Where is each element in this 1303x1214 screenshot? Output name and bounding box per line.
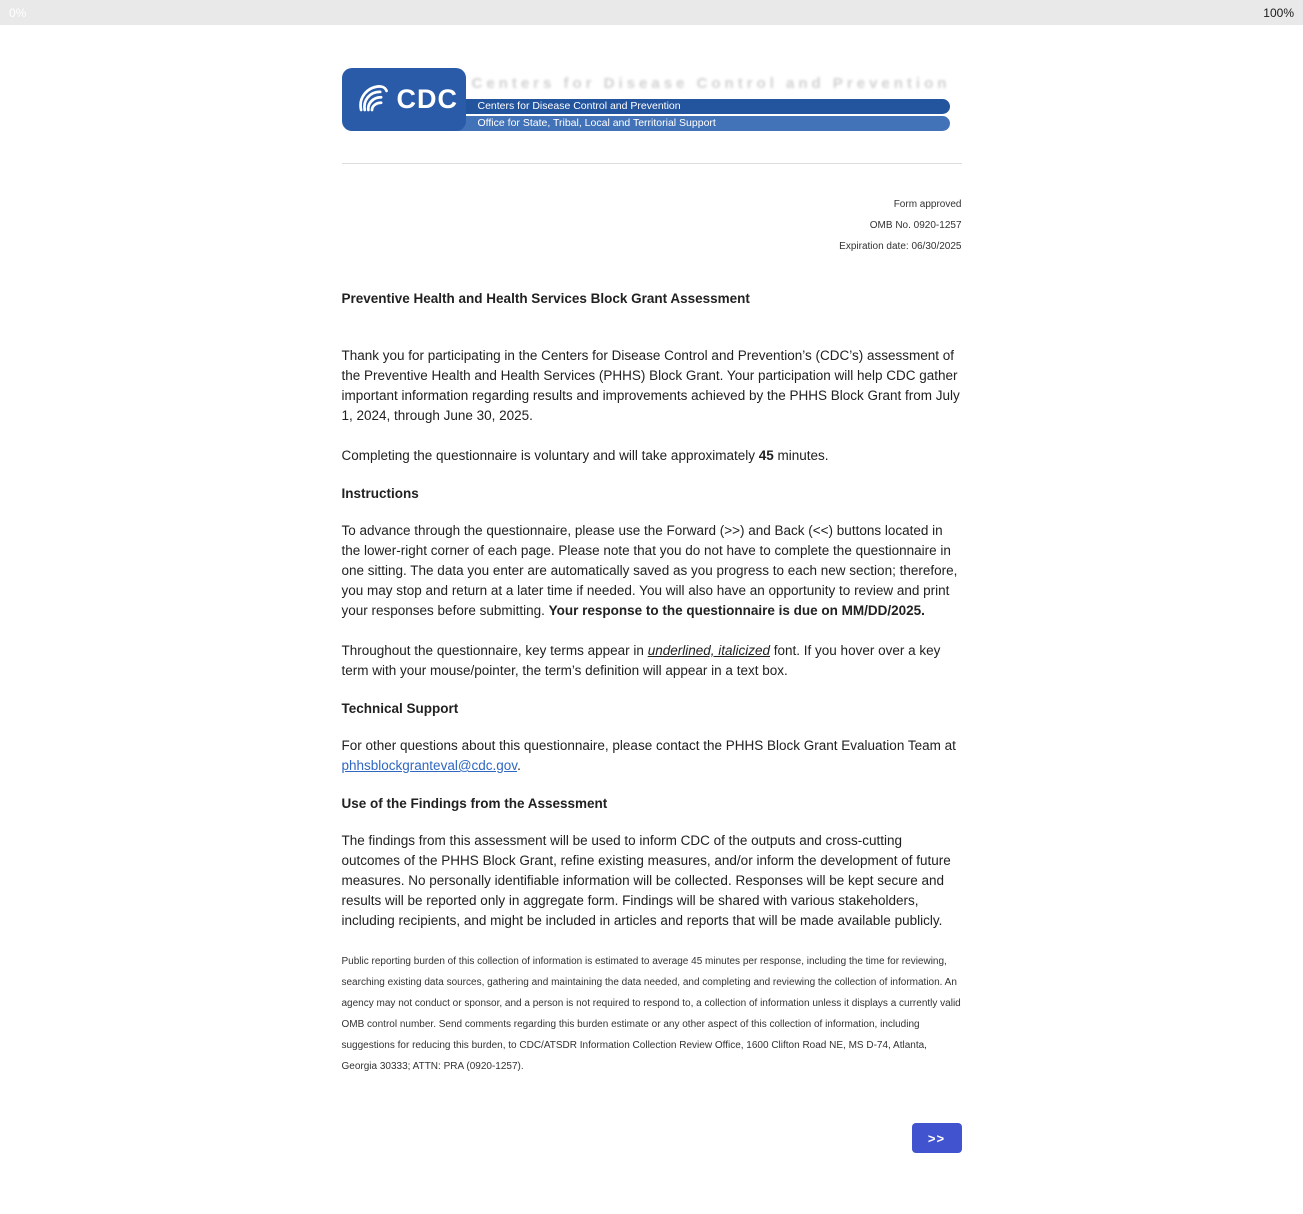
voluntary-post-text: minutes. bbox=[773, 448, 829, 463]
instructions-body-text: To advance through the questionnaire, please use the Forward (>>) and Back (<<) buttons located in the lower-right corner of each page. Please note that you do not have to complete the questionnaire in one sitting. The data you enter are automatically saved as you progress to each new section; therefore, you may stop and return at a later time if needed. You will also have an opportunity to review and print your responses before submitting. bbox=[341, 523, 958, 618]
findings-heading: Use of the Findings from the Assessment bbox=[341, 796, 608, 811]
progress-current-label: 0% bbox=[9, 5, 27, 20]
form-approval-block bbox=[342, 194, 962, 257]
support-email-link[interactable]: phhsblockgranteval@cdc.gov bbox=[341, 758, 518, 773]
navigation-row bbox=[342, 1123, 962, 1153]
intro-paragraph bbox=[342, 346, 962, 426]
expiration-date-line: Expiration date: 06/30/2025 bbox=[839, 241, 962, 252]
due-date-bold-text: Your response to the questionnaire is due on MM/DD/2025. bbox=[548, 603, 925, 618]
cdc-logo bbox=[342, 68, 951, 131]
voluntary-minutes-bold: 45 bbox=[758, 448, 774, 463]
page-title: Preventive Health and Health Services Block Grant Assessment bbox=[341, 291, 750, 306]
key-term-example: underlined, italicized bbox=[647, 643, 771, 658]
instructions-paragraph bbox=[342, 521, 962, 621]
voluntary-pre-text: Completing the questionnaire is voluntary and will take approximately bbox=[341, 448, 759, 463]
progress-bar bbox=[0, 0, 1303, 25]
header-divider bbox=[342, 163, 962, 164]
intro-text: Thank you for participating in the Centers for Disease Control and Prevention’s (CDC’s) assessment of the Preventive Health and Health Services (PHHS) Block Grant. Your participation will help CDC gather important information regarding results and improvements achieved by the PHHS Block Grant from July 1, 2024, through June 30, 2025. bbox=[341, 348, 960, 423]
key-terms-pre-text: Throughout the questionnaire, key terms appear in bbox=[341, 643, 648, 658]
forward-button[interactable]: >> bbox=[912, 1123, 962, 1153]
cdc-acronym-text: CDC bbox=[396, 84, 458, 114]
voluntary-paragraph bbox=[342, 446, 962, 466]
logo-ghost-text: Centers for Disease Control and Prevention bbox=[471, 75, 951, 92]
hhs-eagle-icon bbox=[352, 80, 392, 120]
technical-support-paragraph bbox=[342, 736, 962, 776]
content-column bbox=[342, 25, 962, 1185]
technical-support-heading: Technical Support bbox=[341, 701, 459, 716]
findings-paragraph bbox=[342, 831, 962, 931]
logo-ribbon-primary: Centers for Disease Control and Prevention bbox=[456, 99, 951, 114]
form-approved-line: Form approved bbox=[893, 199, 962, 210]
key-terms-paragraph bbox=[342, 641, 962, 681]
logo-ribbons bbox=[456, 68, 951, 131]
progress-total-label: 100% bbox=[1263, 5, 1294, 20]
cdc-logo-box bbox=[342, 68, 466, 131]
burden-statement: Public reporting burden of this collection of information is estimated to average 45 minutes per response, including the time for reviewing, searching existing data sources, gathering and maintaining the data needed, and completing and reviewing the collection of information. An agency may not conduct or sponsor, and a person is not required to respond to, a collection of information unless it displays a currently valid OMB control number. Send comments regarding this burden estimate or any other aspect of this collection of information, including suggestions for reducing this burden, to CDC/ATSDR Information Collection Review Office, 1600 Clifton Road NE, MS D-74, Atlanta, Georgia 30333; ATTN: PRA (0920-1257). bbox=[341, 956, 961, 1072]
tech-pre-text: For other questions about this questionnaire, please contact the PHHS Block Grant Evaluation Team at bbox=[341, 738, 956, 753]
findings-body-text: The findings from this assessment will be used to inform CDC of the outputs and cross-cutting outcomes of the PHHS Block Grant, refine existing measures, and/or inform the development of future measures. No personally identifiable information will be collected. Responses will be kept secure and results will be reported only in aggregate form. Findings will be shared with various stakeholders, including recipients, and might be included in articles and reports that will be made available publicly. bbox=[341, 833, 951, 928]
key-terms-post-text: font. If you hover over a key term with your mouse/pointer, the term’s definition will appear in a text box. bbox=[341, 643, 941, 678]
tech-post-text: . bbox=[517, 758, 521, 773]
instructions-heading: Instructions bbox=[341, 486, 419, 501]
logo-ribbon-secondary: Office for State, Tribal, Local and Territorial Support bbox=[456, 116, 951, 131]
omb-number-line: OMB No. 0920-1257 bbox=[869, 220, 962, 231]
